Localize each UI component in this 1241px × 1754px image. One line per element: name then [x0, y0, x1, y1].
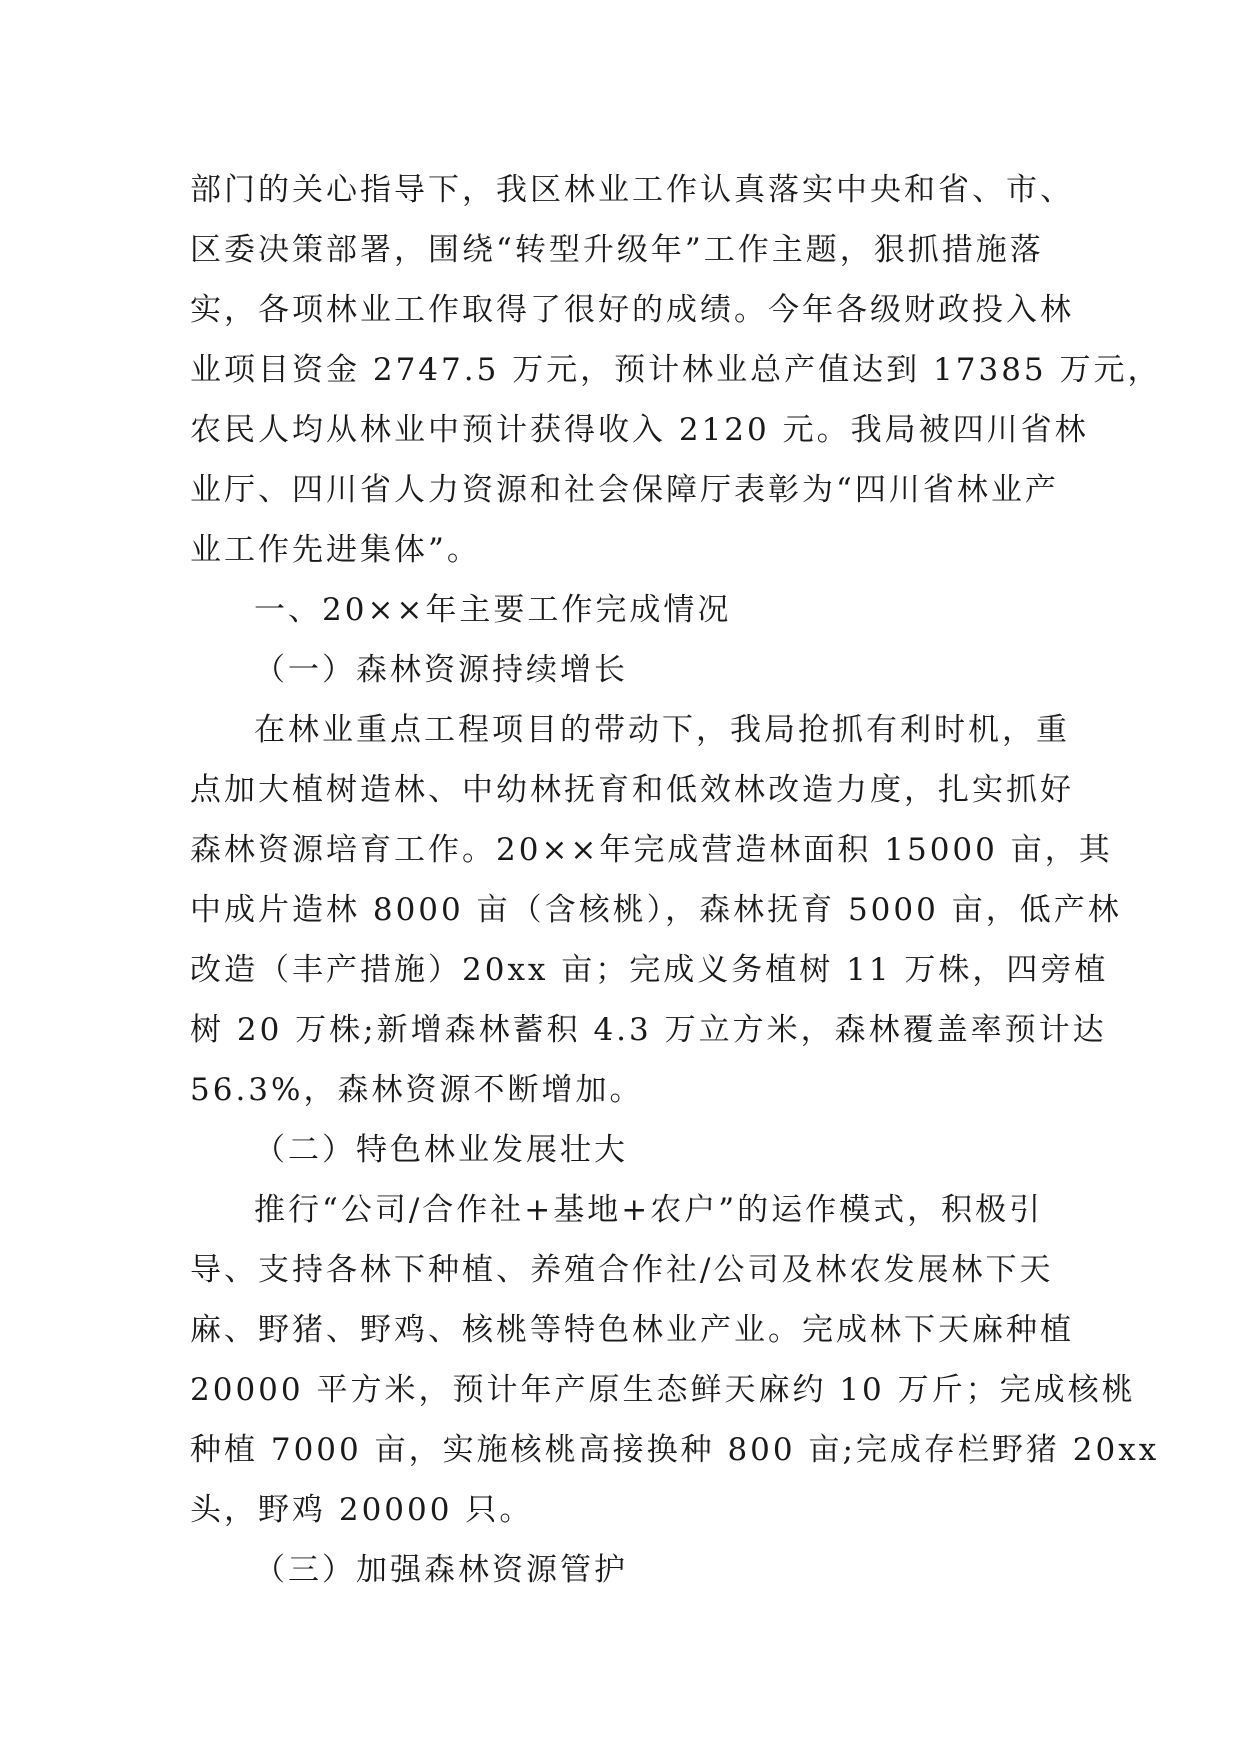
paragraph-line: 导、支持各林下种植、养殖合作社/公司及林农发展林下天: [190, 1252, 1054, 1288]
paragraph-line: 树 20 万株;新增森林蓄积 4.3 万立方米，森林覆盖率预计达: [190, 1012, 1107, 1048]
document-body: [190, 160, 1162, 1600]
subsection-heading: （三）加强森林资源管护: [254, 1552, 628, 1588]
paragraph-line: 农民人均从林业中预计获得收入 2120 元。我局被四川省林: [190, 412, 1089, 448]
paragraph-line: 区委决策部署，围绕“转型升级年”工作主题，狠抓措施落: [190, 232, 1044, 268]
paragraph-line: 头，野鸡 20000 只。: [190, 1492, 534, 1528]
paragraph-line: 中成片造林 8000 亩（含核桃），森林抚育 5000 亩，低产林: [190, 892, 1122, 928]
section-heading: 一、20××年主要工作完成情况: [254, 592, 732, 628]
paragraph-line: 56.3%，森林资源不断增加。: [190, 1072, 644, 1108]
paragraph-line: 种植 7000 亩，实施核桃高接换种 800 亩;完成存栏野猪 20xx: [190, 1432, 1160, 1468]
paragraph-line: 麻、野猪、野鸡、核桃等特色林业产业。完成林下天麻种植: [190, 1312, 1074, 1348]
subsection-heading: （二）特色林业发展壮大: [254, 1132, 628, 1168]
subsection-heading: （一）森林资源持续增长: [254, 652, 628, 688]
paragraph-line: 在林业重点工程项目的带动下，我局抢抓有利时机，重: [254, 712, 1070, 748]
paragraph-line: 20000 平方米，预计年产原生态鲜天麻约 10 万斤；完成核桃: [190, 1372, 1136, 1408]
paragraph-line: 森林资源培育工作。20××年完成营造林面积 15000 亩，其: [190, 832, 1113, 868]
paragraph-line: 实，各项林业工作取得了很好的成绩。今年各级财政投入林: [190, 292, 1074, 328]
paragraph-line: 业工作先进集体”。: [190, 532, 481, 568]
paragraph-line: 业项目资金 2747.5 万元，预计林业总产值达到 17385 万元，: [190, 352, 1162, 388]
paragraph-line: 推行“公司/合作社+基地+农户”的运作模式，积极引: [254, 1192, 1044, 1228]
paragraph-line: 业厅、四川省人力资源和社会保障厅表彰为“四川省林业产: [190, 472, 1059, 508]
paragraph-line: 部门的关心指导下，我区林业工作认真落实中央和省、市、: [190, 172, 1074, 208]
paragraph-line: 改造（丰产措施）20xx 亩；完成义务植树 11 万株，四旁植: [190, 952, 1109, 988]
paragraph-line: 点加大植树造林、中幼林抚育和低效林改造力度，扎实抓好: [190, 772, 1074, 808]
